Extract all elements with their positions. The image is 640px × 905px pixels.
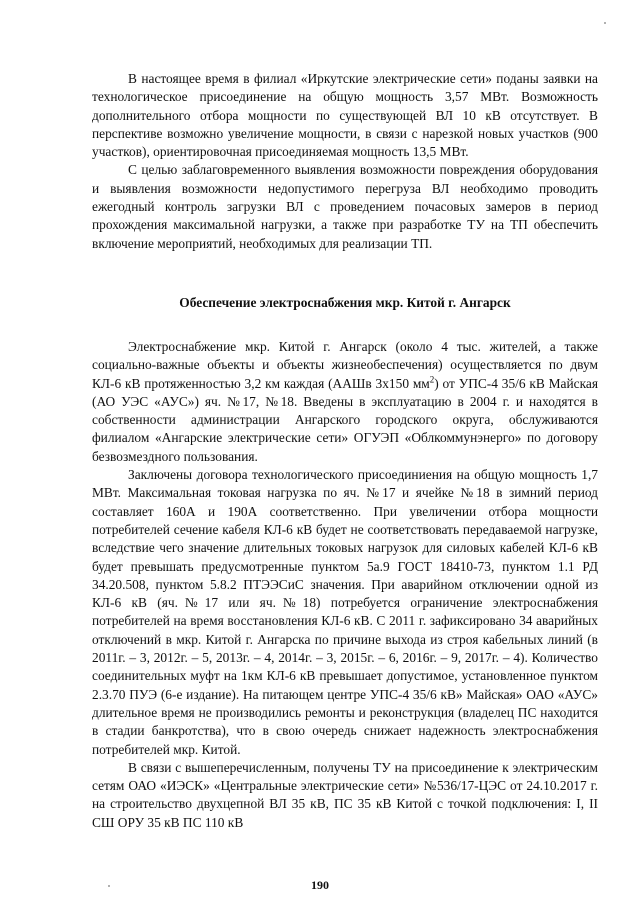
paragraph-text: Электроснабжение мкр. Китой г. Ангарск (около 4 тыс. жителей, а также социально-важные объекты и объекты жизнеобеспечения) осуществляется по двум КЛ-6 кВ протяженностью 3,2 км каждая (ААШв 3х150 мм bbox=[92, 339, 598, 391]
paragraph: В настоящее время в филиал «Иркутские электрические сети» поданы заявки на технологическое присоединение на общую мощность 3,57 МВт. Возможность дополнительного отбора мощности по существующей ВЛ 10 кВ отсутствует. В перспективе возможно увеличение мощности, в связи с нарезкой новых участков (900 участков), ориентировочная присоединяемая мощность 13,5 МВт. bbox=[92, 71, 598, 160]
paragraph bbox=[92, 338, 598, 466]
intro-text bbox=[92, 70, 598, 253]
section-heading: Обеспечение электроснабжения мкр. Китой г. Ангарск bbox=[179, 295, 511, 310]
scan-speck bbox=[108, 885, 110, 887]
superscript: 2 bbox=[429, 374, 435, 385]
paragraph: С целью заблаговременного выявления возможности повреждения оборудования и выявления возможности недопустимого перегруза ВЛ необходимо проводить ежегодный контроль загрузки ВЛ с проведением почасовых замеров в период прохождения максимальной нагрузки, а также при разработке ТУ на ТП обеспечить включение мероприятий, необходимых для реализации ТП. bbox=[92, 162, 598, 251]
page-number: 190 bbox=[311, 878, 329, 892]
paragraph: В связи с вышеперечисленным, получены ТУ на присоединение к электрическим сетям ОАО «ИЭСК» «Центральные электрические сети» №536/17-ЦЭС от 24.10.2017 г. на строительство двухцепной ВЛ 35 кВ, ПС 35 кВ Китой с точкой подключения: I, II СШ ОРУ 35 кВ ПС 110 кВ bbox=[92, 759, 598, 830]
paragraph: Заключены договора технологического присоединиения на общую мощность 1,7 МВт. Максимальная токовая нагрузка по яч. №17 и ячейке №18 в зимний период составляет 160А и 190А соответственно. При увеличении отбора мощности потребителей сечение кабеля КЛ-6 кВ будет не соответствовать передаваемой нагрузке, вследствие чего значение длительных токовых нагрузок для силовых кабелей КЛ-6 кВ будет превышать предусмотренные пунктом 5а.9 ГОСТ 18410-73, пунктом 1.1 РД 34.20.508, пунктом 5.8.2 ПТЭЭСиС значения. При аварийном отключении одной из КЛ-6 кВ (яч.№17 или яч.№18) потребуется ограничение электроснабжения потребителей на время восстановления КЛ-6 кВ. С 2011 г. зафиксировано 34 аварийных отключений в мкр. Китой г. Ангарска по причине выхода из строя кабельных линий (в 2011г. – 3, 2012г. – 5, 2013г. – 4, 2014г. – 3, 2015г. – 6, 2016г. – 9, 2017г. – 4). Количество соединительных муфт на 1км КЛ-6 кВ превышает допустимое, установленное пунктом 2.3.70 ПУЭ (6-е издание). На питающем центре УПС-4 35/6 кВ» Майская» ОАО «АУС» длительное время не производились ремонты и реконструкция (владелец ПС находится в стадии банкротства), что в свою очередь снижает надежность электроснабжения потребителей мкр. Китой. bbox=[92, 467, 598, 757]
section-text bbox=[92, 338, 598, 832]
scan-speck bbox=[604, 22, 606, 24]
paragraph-text: ) от УПС-4 35/6 кВ Майская (АО УЭС «АУС») яч. №17, №18. Введены в эксплуатацию в 2004 г. и находятся в собственности администрации Ангарского городского округа, обслуживаются филиалом «Ангарские электрические сети» ОГУЭП «Облкоммунэнерго» по договору безвозмездного пользования. bbox=[92, 375, 598, 464]
